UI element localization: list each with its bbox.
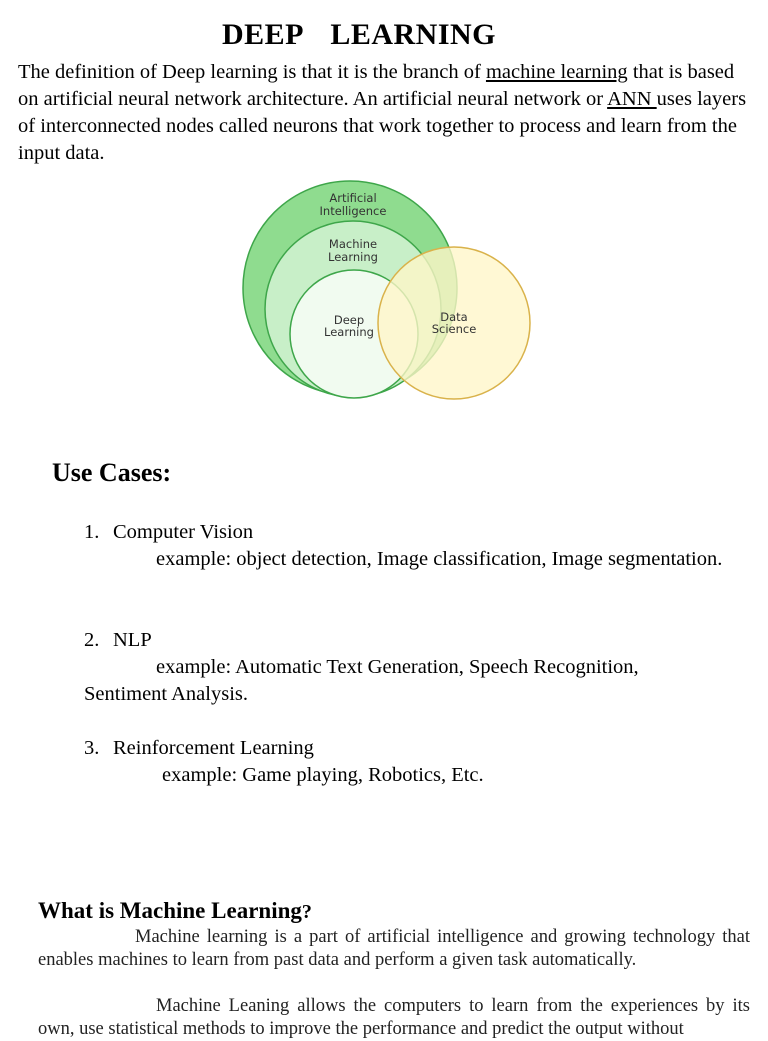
list-number: 2. (84, 629, 100, 651)
list-number: 1. (84, 521, 100, 543)
ml-label-2: Learning (328, 250, 378, 264)
intro-text-3: uses layers of interconnected nodes called neurons that work together to process and learn from the input data. (18, 88, 747, 164)
list-number: 3. (84, 737, 100, 759)
page-title: DEEP LEARNING (221, 18, 497, 51)
ml-paragraph-1 (38, 926, 750, 972)
dl-label-2: Learning (324, 325, 374, 339)
ml-heading (38, 896, 312, 927)
list-item (84, 627, 724, 708)
list-item-title: NLP (113, 629, 152, 651)
ds-label-1: Data (440, 310, 468, 324)
venn-diagram (240, 175, 532, 403)
list-item-example: example: Game playing, Robotics, Etc. (162, 764, 484, 786)
list-item-example: example: object detection, Image classification, Image segmentation. (156, 548, 723, 570)
intro-text-1: The definition of Deep learning is that it is the branch of (18, 61, 486, 83)
intro-paragraph (18, 59, 754, 167)
ml-label-1: Machine (328, 237, 378, 251)
list-item (84, 735, 724, 789)
ml-heading-question: ? (301, 901, 312, 923)
ds-label-2: Science (431, 322, 477, 336)
ai-label-2: Intelligence (319, 204, 387, 218)
intro-text-2: that is based on artificial neural network architecture. An artificial neural network or (18, 61, 735, 110)
list-item-title: Reinforcement Learning (113, 737, 314, 759)
ml-para-1-text: Machine learning is a part of artificial intelligence and growing technology that enables machines to learn from past data and perform a given task automatically. (38, 927, 750, 970)
ml-heading-text: What is Machine Learning (38, 898, 302, 923)
list-item-example: example: Automatic Text Generation, Speech Recognition, Sentiment Analysis. (84, 656, 639, 705)
list-item (84, 519, 724, 573)
machine-learning-link[interactable]: machine learning (485, 61, 628, 83)
dl-label-1: Deep (333, 313, 365, 327)
ann-link[interactable]: ANN (607, 88, 657, 110)
use-cases-heading: Use Cases: (52, 458, 172, 487)
list-item-title: Computer Vision (113, 521, 254, 543)
ml-paragraph-2 (38, 995, 750, 1041)
ai-label-1: Artificial (329, 191, 377, 205)
ml-para-2-text: Machine Leaning allows the computers to learn from the experiences by its own, use statistical methods to improve the performance and predict the output without (38, 996, 750, 1039)
